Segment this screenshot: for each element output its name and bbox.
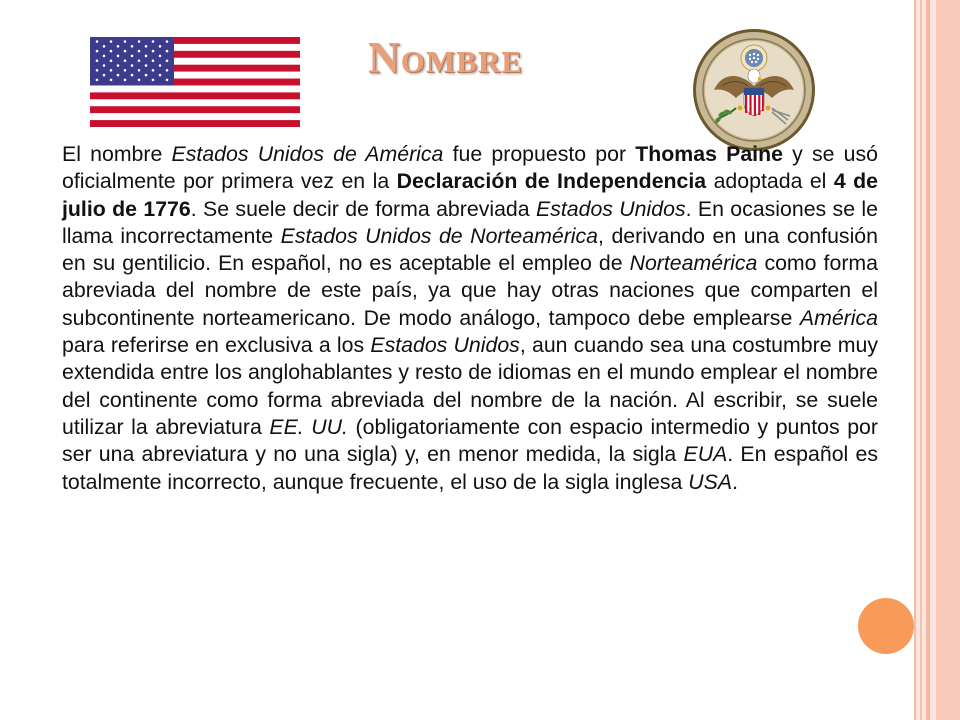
italic-text-run: EUA <box>683 442 728 467</box>
text-run: . Se suele decir de forma abreviada <box>190 196 536 221</box>
text-run: . En español es totalmente incorrecto, aunque frecuente, el uso de la sigla inglesa <box>62 442 879 494</box>
us-flag-icon <box>90 37 300 127</box>
italic-text-run: Estados Unidos de América <box>171 142 444 166</box>
italic-text-run: Estados Unidos de Norteamérica <box>280 223 599 248</box>
bold-text-run: Thomas Paine <box>635 142 783 166</box>
text-run: , derivando en una confusión en su gentilicio. En español, no es aceptable el empleo de <box>62 223 878 276</box>
slide-title: Nombre <box>368 33 523 82</box>
bold-text-run: 4 de julio de 1776 <box>62 169 878 221</box>
text-run: adoptada el <box>706 169 834 194</box>
italic-text-run: Estados Unidos <box>535 196 686 221</box>
decorative-side-stripes <box>916 0 960 720</box>
italic-text-run: EE. UU. <box>269 414 348 439</box>
italic-text-run: América <box>799 305 878 330</box>
text-run: para referirse en exclusiva a los <box>62 333 371 358</box>
italic-text-run: USA <box>688 469 733 494</box>
great-seal-icon <box>692 28 816 152</box>
text-run: fue propuesto por <box>443 142 636 166</box>
text-run: . En ocasiones se le llama incorrectamente <box>62 196 878 248</box>
text-run: , aun cuando sea una costumbre muy extendida entre los anglohablantes y resto de idiomas en el mundo emplear el nombre del continente como forma abreviada del nombre de la nación. Al escribir, se suele utilizar la abreviatura <box>62 333 878 439</box>
decorative-orange-circle <box>858 598 914 654</box>
text-run: y se usó oficialmente por primera vez en la <box>62 142 879 194</box>
text-run: El nombre <box>62 142 172 166</box>
italic-text-run: Norteamérica <box>629 251 758 276</box>
decorative-frame-line <box>914 0 916 720</box>
bold-text-run: Declaración de Independencia <box>396 169 707 194</box>
italic-text-run: Estados Unidos <box>370 333 520 358</box>
text-run: (obligatoriamente con espacio intermedio y puntos por ser una abreviatura y no una sigla) y, en menor medida, la sigla <box>62 414 878 467</box>
text-run: como forma abreviada del nombre de este país, ya que hay otras naciones que comparten el subcontinente norteamericano. De modo análogo, tampoco debe emplearse <box>62 251 878 330</box>
body-paragraph <box>62 141 878 496</box>
text-run: . <box>732 469 739 494</box>
